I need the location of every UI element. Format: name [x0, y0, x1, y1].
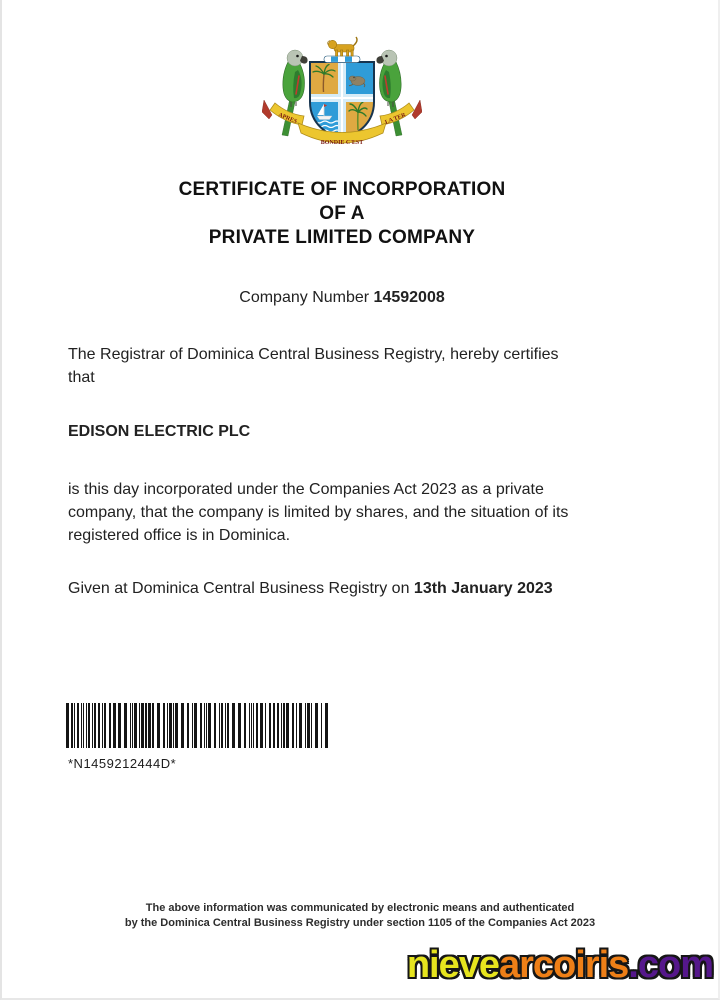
registrar-line-1: The Registrar of Dominica Central Business Registry, hereby certifies [68, 346, 559, 363]
certificate-title [68, 178, 616, 250]
barcode [66, 703, 334, 748]
watermark-part-com: .com [628, 944, 713, 986]
barcode-text: *N1459212444D* [68, 756, 177, 771]
watermark-part-arcoiris: arcoiris [498, 944, 629, 986]
title-line-2: OF A [319, 203, 365, 224]
footer-line-2: by the Dominica Central Business Registry under section 1105 of the Companies Act 2023 [124, 917, 596, 929]
body-line-2: company, that the company is limited by shares, and the situation of its [68, 504, 569, 521]
watermark-part-nieve: nieve [406, 944, 499, 986]
footer-note [2, 901, 718, 931]
given-at-prefix: Given at Dominica Central Business Registry on [68, 580, 414, 597]
dominica-coat-of-arms-icon [262, 36, 422, 154]
given-at-line [68, 577, 616, 600]
motto-right: LA TER [384, 112, 407, 126]
footer-line-1: The above information was communicated by electronic means and authenticated [145, 902, 575, 914]
watermark-nievearcoiris [407, 944, 713, 988]
company-number-label: Company Number [239, 289, 370, 306]
registrar-line-2: that [68, 369, 95, 386]
motto-left: APRES [277, 112, 298, 126]
given-date: 13th January 2023 [413, 580, 553, 597]
title-line-1: CERTIFICATE OF INCORPORATION [178, 179, 506, 200]
body-line-3: registered office is in Dominica. [68, 527, 291, 544]
company-number-value: 14592008 [373, 289, 445, 306]
motto-bottom: BONDIE C'EST [320, 140, 364, 146]
registrar-paragraph [68, 343, 616, 389]
company-name: EDISON ELECTRIC PLC [68, 423, 251, 440]
incorporation-paragraph [68, 478, 616, 547]
certificate-content [68, 36, 616, 771]
body-line-1: is this day incorporated under the Companies Act 2023 as a private [68, 481, 544, 498]
title-line-3: PRIVATE LIMITED COMPANY [208, 227, 476, 248]
company-number-line [68, 288, 616, 307]
